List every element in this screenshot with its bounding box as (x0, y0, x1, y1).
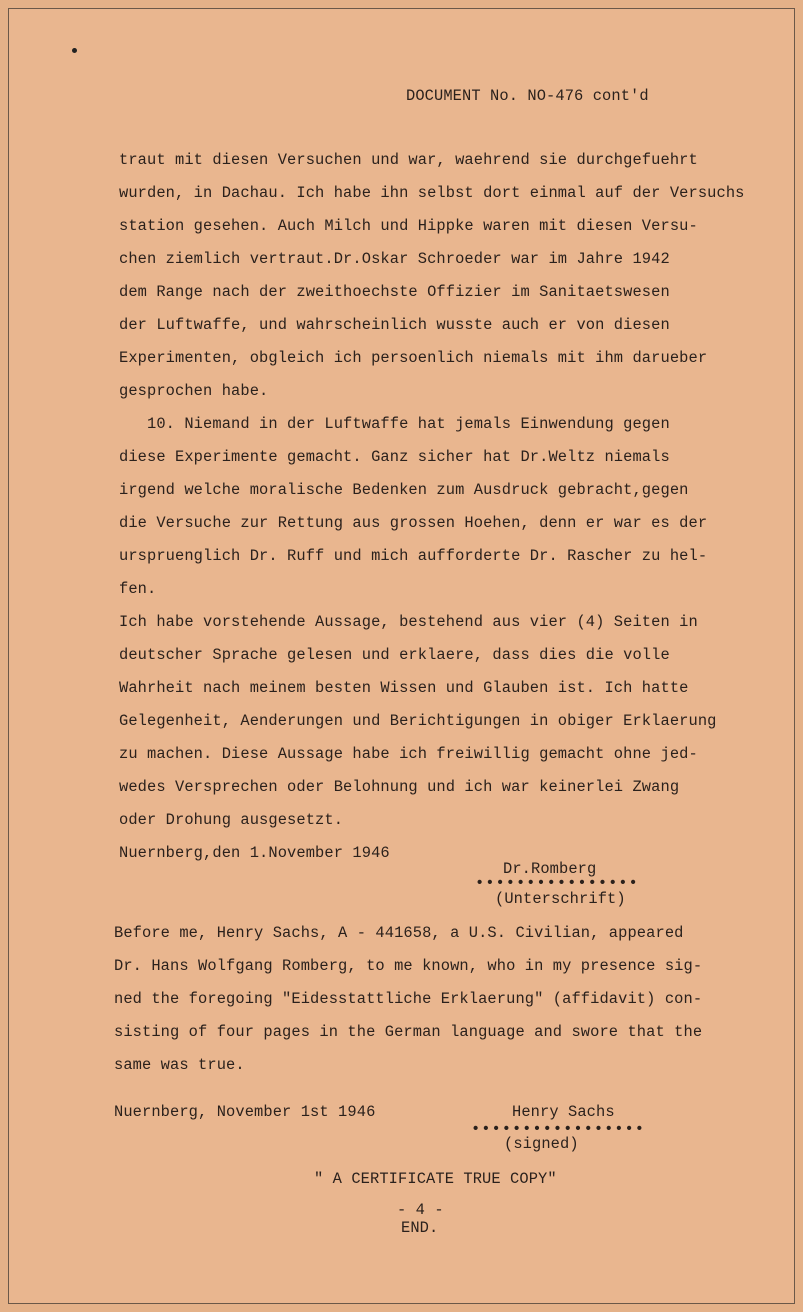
english-signature-line: ••••••••••••••••• (471, 1120, 646, 1138)
attestation-line: Before me, Henry Sachs, A - 441658, a U.S. Civilian, appeared (114, 924, 684, 942)
body-line: traut mit diesen Versuchen und war, waehrend sie durchgefuehrt (119, 151, 698, 169)
english-signature-name: Henry Sachs (512, 1103, 615, 1121)
body-line: der Luftwaffe, und wahrscheinlich wusste auch er von diesen (119, 316, 670, 334)
body-line: wurden, in Dachau. Ich habe ihn selbst dort einmal auf der Versuchs (119, 184, 745, 202)
body-line: dem Range nach der zweithoechste Offizier im Sanitaetswesen (119, 283, 670, 301)
body-line: zu machen. Diese Aussage habe ich freiwillig gemacht ohne jed- (119, 745, 698, 763)
german-signature-name: Dr.Romberg (503, 860, 597, 878)
document-page (8, 8, 795, 1304)
body-line: diese Experimente gemacht. Ganz sicher hat Dr.Weltz niemals (119, 448, 670, 466)
german-signature-line: •••••••••••••••• (475, 874, 639, 892)
ink-dot (72, 48, 77, 53)
attestation-line: sisting of four pages in the German language and swore that the (114, 1023, 703, 1041)
body-line: Gelegenheit, Aenderungen und Berichtigungen in obiger Erklaerung (119, 712, 717, 730)
body-line: chen ziemlich vertraut.Dr.Oskar Schroeder war im Jahre 1942 (119, 250, 670, 268)
attestation-line: same was true. (114, 1056, 245, 1074)
body-line: Experimenten, obgleich ich persoenlich niemals mit ihm darueber (119, 349, 708, 367)
english-signature-caption: (signed) (504, 1135, 579, 1153)
body-line: 10. Niemand in der Luftwaffe hat jemals Einwendung gegen (119, 415, 670, 433)
body-line: wedes Versprechen oder Belohnung und ich war keinerlei Zwang (119, 778, 680, 796)
body-line: urspruenglich Dr. Ruff und mich aufforderte Dr. Rascher zu hel- (119, 547, 708, 565)
body-line: Wahrheit nach meinem besten Wissen und Glauben ist. Ich hatte (119, 679, 689, 697)
english-place-date: Nuernberg, November 1st 1946 (114, 1103, 376, 1121)
attestation-line: ned the foregoing "Eidesstattliche Erklaerung" (affidavit) con- (114, 990, 703, 1008)
page-number: - 4 - (397, 1201, 444, 1219)
body-line: fen. (119, 580, 157, 598)
body-line: station gesehen. Auch Milch und Hippke waren mit diesen Versu- (119, 217, 698, 235)
body-line: gesprochen habe. (119, 382, 269, 400)
body-line: Ich habe vorstehende Aussage, bestehend aus vier (4) Seiten in (119, 613, 698, 631)
body-line: irgend welche moralische Bedenken zum Ausdruck gebracht,gegen (119, 481, 689, 499)
document-reference: DOCUMENT No. NO-476 cont'd (406, 87, 649, 105)
body-line: oder Drohung ausgesetzt. (119, 811, 344, 829)
german-place-date: Nuernberg,den 1.November 1946 (119, 844, 390, 862)
end-marker: END. (401, 1219, 439, 1237)
body-line: deutscher Sprache gelesen und erklaere, dass dies die volle (119, 646, 670, 664)
attestation-line: Dr. Hans Wolfgang Romberg, to me known, who in my presence sig- (114, 957, 703, 975)
body-line: die Versuche zur Rettung aus grossen Hoehen, denn er war es der (119, 514, 708, 532)
certificate-line: " A CERTIFICATE TRUE COPY" (314, 1170, 557, 1188)
german-signature-caption: (Unterschrift) (495, 890, 626, 908)
